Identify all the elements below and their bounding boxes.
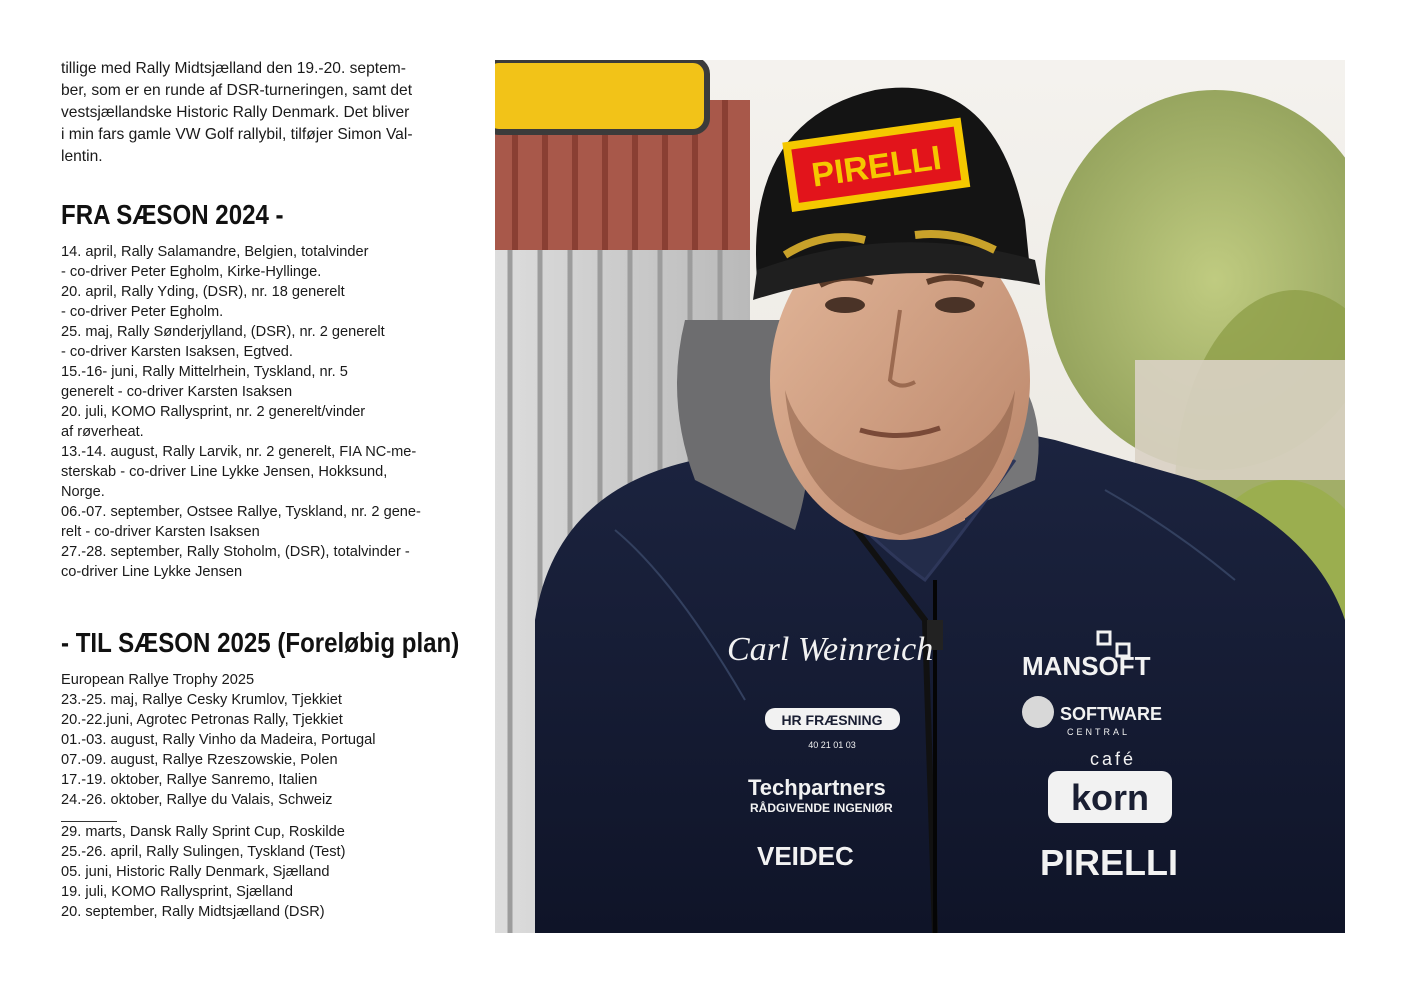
list-item: 25.-26. april, Rally Sulingen, Tyskland (Test) (61, 844, 346, 860)
list-item: 01.-03. august, Rally Vinho da Madeira, Portugal (61, 732, 376, 748)
list-item: 14. april, Rally Salamandre, Belgien, totalvinder (61, 244, 369, 260)
list-item: 06.-07. september, Ostsee Rallye, Tyskland, nr. 2 gene- (61, 504, 421, 520)
separator-line (61, 810, 117, 822)
list-item: 29. marts, Dansk Rally Sprint Cup, Roskilde (61, 824, 345, 840)
list-item: 05. juni, Historic Rally Denmark, Sjælland (61, 864, 330, 880)
list-item: relt - co-driver Karsten Isaksen (61, 524, 260, 540)
list-item: 20. juli, KOMO Rallysprint, nr. 2 generelt/vinder (61, 404, 366, 420)
list-item: sterskab - co-driver Line Lykke Jensen, Hokksund, (61, 464, 388, 480)
list-item: European Rallye Trophy 2025 (61, 672, 255, 688)
list-item: - co-driver Peter Egholm. (61, 304, 224, 320)
heading-season-2024: FRA SÆSON 2024 - (61, 199, 284, 230)
list-item: 13.-14. august, Rally Larvik, nr. 2 generelt, FIA NC-me- (61, 444, 417, 460)
list-item: 15.-16- juni, Rally Mittelrhein, Tyskland, nr. 5 (61, 364, 348, 380)
list-item: 24.-26. oktober, Rallye du Valais, Schweiz (61, 792, 333, 808)
intro-text (61, 58, 476, 168)
cap-logo: PIRELLI (809, 138, 944, 195)
intro-paragraph: tillige med Rally Midtsjælland den 19.-20. septem- ber, som er en runde af DSR-turneringen, samt det vestsjællandske Historic Rally Denmark. Det bliver i min fars gamle VW Golf rallybil, tilføjer Simon Val- lentin. (61, 60, 413, 165)
list-item: co-driver Line Lykke Jensen (61, 564, 243, 580)
logo-techpartners-sub: RÅDGIVENDE INGENIØR (750, 801, 893, 815)
list-item: af røverheat. (61, 424, 144, 440)
list-item: Norge. (61, 484, 105, 500)
list-item: 20. april, Rally Yding, (DSR), nr. 18 generelt (61, 284, 345, 300)
logo-techpartners: Techpartners (748, 775, 886, 800)
list-item: 17.-19. oktober, Rallye Sanremo, Italien (61, 772, 318, 788)
list-item: 23.-25. maj, Rallye Cesky Krumlov, Tjekkiet (61, 692, 342, 708)
logo-hr-fraesning: HR FRÆSNING (781, 712, 883, 728)
list-item: 20.-22.juni, Agrotec Petronas Rally, Tjekkiet (61, 712, 343, 728)
logo-cafe: café (1090, 749, 1137, 769)
list-item: 19. juli, KOMO Rallysprint, Sjælland (61, 884, 293, 900)
logo-mansoft: MANSOFT (1022, 651, 1151, 681)
list-item: - co-driver Karsten Isaksen, Egtved. (61, 344, 293, 360)
heading-season-2025: - TIL SÆSON 2025 (Foreløbig plan) (61, 627, 460, 658)
logo-carl-weinreich: Carl Weinreich (727, 631, 934, 668)
logo-korn: korn (1070, 777, 1150, 818)
season-2024-list (61, 242, 476, 582)
driver-photo (495, 60, 1345, 933)
season-2025-list (61, 670, 476, 922)
list-item: 27.-28. september, Rally Stoholm, (DSR), totalvinder - (61, 544, 410, 560)
list-item: 07.-09. august, Rallye Rzeszowskie, Polen (61, 752, 338, 768)
logo-software-central: CENTRAL (1067, 727, 1131, 737)
logo-software: SOFTWARE (1060, 704, 1162, 724)
list-item: - co-driver Peter Egholm, Kirke-Hyllinge. (61, 264, 322, 280)
logo-veidec: VEIDEC (757, 841, 854, 871)
logo-hr-phone: 40 21 01 03 (808, 740, 856, 750)
logo-pirelli-jacket: PIRELLI (1040, 842, 1179, 883)
list-item: generelt - co-driver Karsten Isaksen (61, 384, 293, 400)
list-item: 20. september, Rally Midtsjælland (DSR) (61, 904, 325, 920)
list-item: 25. maj, Rally Sønderjylland, (DSR), nr. 2 generelt (61, 324, 385, 340)
